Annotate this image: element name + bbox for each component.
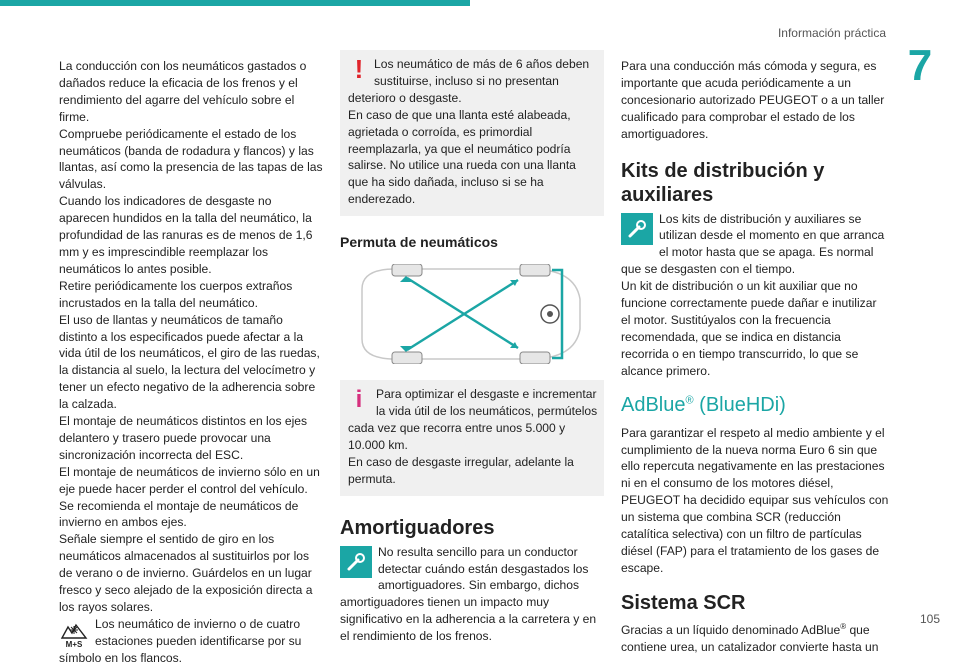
column-right bbox=[621, 58, 889, 656]
warning-exclamation-icon: ! bbox=[354, 54, 364, 84]
top-accent-bar bbox=[0, 0, 470, 6]
kits-text-2: Un kit de distribución o un kit auxiliar que no funcione correctamente puede dañar e inutilizar el motor. Sustitúyalos con la frecuencia recomendada, que se indica en distancia recorrida o en tiempo transcurrido, lo que se alcance primero. bbox=[621, 279, 877, 378]
warning-box bbox=[340, 50, 604, 216]
rotation-diagram-svg bbox=[340, 264, 604, 364]
tire-wear-paragraph: La conducción con los neumáticos gastados o dañados reduce la eficacia de los frenos y el rendimiento del agarre del vehículo sobre el firme. bbox=[59, 59, 307, 124]
warning-text-age: Los neumático de más de 6 años deben sustituirse, incluso si no presentan deterioro o desgaste. bbox=[348, 57, 590, 105]
shocks-heading: Amortiguadores bbox=[340, 516, 495, 539]
info-box bbox=[340, 380, 604, 495]
tire-size-paragraph: El uso de llantas y neumáticos de tamaño distinto a los especificados puede afectar a la vida útil de los neumáticos, el giro de las ruedas, la distancia al suelo, la lectura del velocímetro y tener un efecto negativo de la adherencia sobre la calzada. bbox=[59, 312, 320, 412]
section-title: Información práctica bbox=[777, 26, 886, 40]
rotation-heading: Permuta de neumáticos bbox=[340, 234, 498, 251]
info-text-rotation: Para optimizar el desgaste e incrementar la vida útil de los neumáticos, permútelos cada vez que recorra entre unos 5.000 y 10.000 km. bbox=[348, 387, 598, 452]
tire-check-paragraph: Compruebe periódicamente el estado de los neumáticos (banda de rodadura y flancos) y las llantas, así como la presencia de las tapas de las válvulas. bbox=[59, 126, 323, 192]
wrench-icon bbox=[621, 213, 653, 245]
chapter-number: 7 bbox=[907, 41, 933, 90]
column-left bbox=[59, 58, 324, 667]
kits-section bbox=[621, 211, 889, 380]
adblue-heading-suffix: (BlueHDi) bbox=[693, 393, 786, 416]
adblue-registered-mark: ® bbox=[685, 393, 694, 406]
shocks-text-continued: Para una conducción más cómoda y segura, es importante que acuda periódicamente a un concesionario autorizado PEUGEOT o a un taller cualificado para comprobar el estado de los amortiguadores. bbox=[621, 59, 885, 141]
snowflake-ms-icon bbox=[59, 618, 89, 648]
scr-text-part-a: Gracias a un líquido denominado AdBlue bbox=[621, 622, 841, 637]
kits-text-1: Los kits de distribución y auxiliares se utilizan desde el momento en que arranca el motor hasta que se apaga. Es normal que se desgasten con el tiempo. bbox=[621, 211, 885, 277]
scr-registered-mark: ® bbox=[840, 621, 847, 631]
winter-tire-note-text: Los neumático de invierno o de cuatro estaciones pueden identificarse por su símbolo en los flancos. bbox=[59, 616, 302, 665]
adblue-heading-text: AdBlue bbox=[621, 393, 686, 416]
ms-label: M+S bbox=[65, 639, 83, 648]
mixed-tires-paragraph: El montaje de neumáticos distintos en los ejes delantero y trasero puede provocar una sincronización incorrecta del ESC. bbox=[59, 414, 308, 462]
wear-indicator-paragraph: Cuando los indicadores de desgaste no aparecen hundidos en la talla del neumático, la profundidad de las ranuras es de menos de 1,6 mm y es imprescindible reemplazar los neumáticos lo antes posible. bbox=[59, 194, 313, 276]
winter-tires-paragraph: El montaje de neumáticos de invierno sólo en un eje puede hacer perder el control del vehículo. Se recomienda el montaje de neumáticos de invierno en ambos ejes. bbox=[59, 464, 320, 530]
scr-heading: Sistema SCR bbox=[621, 591, 746, 614]
arrow-rl-to-fr bbox=[407, 278, 518, 348]
scr-text-part-b: que contiene urea, un catalizador convierte hasta un bbox=[621, 622, 879, 654]
tire-rotation-diagram bbox=[340, 264, 604, 364]
shocks-section bbox=[340, 544, 604, 645]
tire-rear-left bbox=[392, 264, 422, 276]
tire-rear-right bbox=[392, 352, 422, 364]
scr-text bbox=[621, 619, 889, 656]
warning-text-rim: En caso de que una llanta esté alabeada, agrietada o corroída, es primordial reemplazarla, ya que el neumático podría salirse. No utilice una rueda con una llanta que ha sido dañada, incluso si se ha enderezado. bbox=[348, 107, 576, 207]
info-text-irregular: En caso de desgaste irregular, adelante la permuta. bbox=[348, 454, 574, 486]
kits-heading: Kits de distribución y auxiliares bbox=[621, 159, 825, 206]
info-icon: i bbox=[355, 386, 363, 414]
foreign-objects-paragraph: Retire periódicamente los cuerpos extraños incrustados en la talla del neumático. bbox=[59, 278, 293, 310]
shocks-text: No resulta sencillo para un conductor detectar cuándo están desgastados los amortiguadores. Sin embargo, dichos amortiguadores tienen un impacto muy significativo en la adherencia a la carretera y en el rendimiento de los frenos. bbox=[340, 544, 597, 644]
storage-paragraph: Señale siempre el sentido de giro en los neumáticos almacenados al sustituirlos por los de verano o de invierno. Guárdelos en un lugar fresco y seco alejado de la exposición directa a los rayos solares. bbox=[59, 532, 313, 614]
page-number: 105 bbox=[919, 612, 940, 626]
column-middle bbox=[340, 50, 604, 645]
adblue-heading bbox=[621, 394, 889, 417]
winter-tire-note bbox=[59, 616, 324, 667]
tire-front-left bbox=[520, 264, 550, 276]
wrench-icon bbox=[340, 546, 372, 578]
arrow-rr-to-fl bbox=[407, 280, 518, 350]
adblue-text: Para garantizar el respeto al medio ambiente y el cumplimiento de la nueva norma Euro 6 sin que ello repercuta negativamente en las prestaciones ni en el consumo de los motores diésel, PEUGEOT ha decidido equipar sus vehículos con un sistema que combina SCR (reducción catalítica selectiva) con un filtro de partículas diésel (FAP) para el tratamiento de los gases de escape. bbox=[621, 425, 889, 575]
tire-front-right bbox=[520, 352, 550, 364]
